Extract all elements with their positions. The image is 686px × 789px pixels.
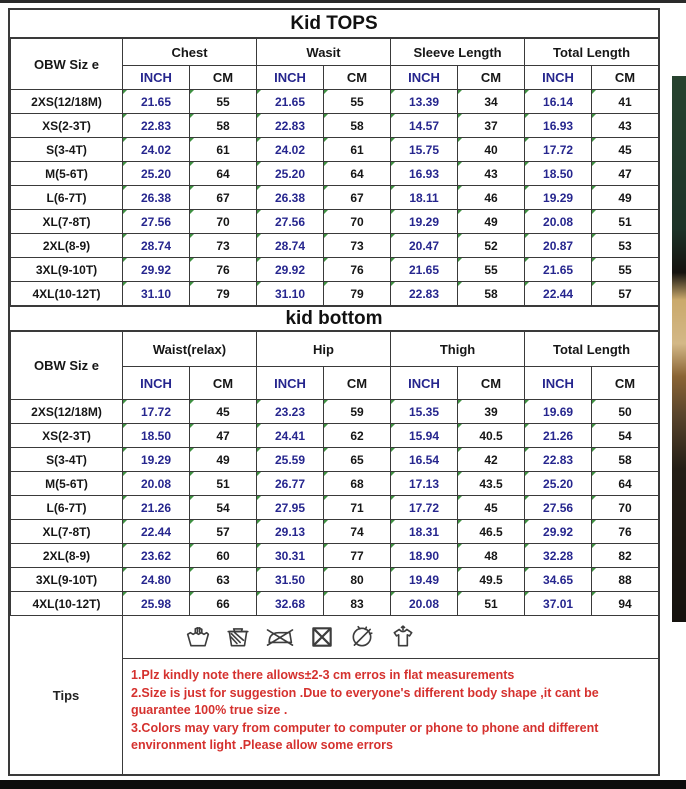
inch-value-cell: 15.94 [391, 424, 458, 448]
cm-value-cell: 65 [324, 448, 391, 472]
inch-value-cell: 29.13 [257, 520, 324, 544]
do-not-iron-icon [265, 624, 295, 650]
inch-value-cell: 22.83 [391, 282, 458, 306]
inch-value-cell: 19.29 [525, 186, 592, 210]
cm-value-cell: 54 [190, 496, 257, 520]
inch-value-cell: 15.75 [391, 138, 458, 162]
cm-value-cell: 64 [324, 162, 391, 186]
cm-value-cell: 45 [458, 496, 525, 520]
table-row [11, 568, 659, 592]
unit-header-inch: INCH [525, 367, 592, 400]
unit-header-inch: INCH [123, 66, 190, 90]
inch-value-cell: 37.01 [525, 592, 592, 616]
inch-value-cell: 21.26 [525, 424, 592, 448]
inch-value-cell: 16.93 [391, 162, 458, 186]
table-row [11, 520, 659, 544]
inch-value-cell: 14.57 [391, 114, 458, 138]
group-header-chest: Chest [123, 39, 257, 66]
cm-value-cell: 70 [592, 496, 659, 520]
cm-value-cell: 77 [324, 544, 391, 568]
size-label-cell: 2XL(8-9) [11, 544, 123, 568]
inch-value-cell: 19.29 [123, 448, 190, 472]
cm-value-cell: 49 [190, 448, 257, 472]
table-row [11, 448, 659, 472]
inch-value-cell: 26.38 [123, 186, 190, 210]
size-label-cell: XL(7-8T) [11, 210, 123, 234]
size-label-cell: XS(2-3T) [11, 114, 123, 138]
wash-bin-icon [225, 624, 251, 650]
size-label-cell: S(3-4T) [11, 138, 123, 162]
inch-value-cell: 22.44 [123, 520, 190, 544]
inch-value-cell: 25.20 [257, 162, 324, 186]
inch-value-cell: 25.98 [123, 592, 190, 616]
table-row [11, 400, 659, 424]
unit-header-inch: INCH [257, 367, 324, 400]
group-header-hip: Hip [257, 332, 391, 367]
inch-value-cell: 16.54 [391, 448, 458, 472]
cm-value-cell: 70 [324, 210, 391, 234]
cm-value-cell: 45 [592, 138, 659, 162]
product-photo-edge [672, 76, 686, 622]
tops-title: Kid TOPS [10, 10, 658, 38]
group-header-total-length: Total Length [525, 332, 659, 367]
group-header-sleeve-length: Sleeve Length [391, 39, 525, 66]
cm-value-cell: 74 [324, 520, 391, 544]
cm-value-cell: 88 [592, 568, 659, 592]
cm-value-cell: 57 [190, 520, 257, 544]
table-row [11, 210, 659, 234]
inch-value-cell: 27.56 [123, 210, 190, 234]
group-header-waist: Wasit [257, 39, 391, 66]
size-label-cell: 3XL(9-10T) [11, 568, 123, 592]
inch-value-cell: 17.72 [525, 138, 592, 162]
care-icons-row [123, 616, 658, 659]
cm-value-cell: 48 [458, 544, 525, 568]
tips-text [123, 659, 658, 761]
cm-value-cell: 37 [458, 114, 525, 138]
inch-value-cell: 13.39 [391, 90, 458, 114]
cm-value-cell: 51 [592, 210, 659, 234]
table-row [11, 90, 659, 114]
tip-line: 2.Size is just for suggestion .Due to everyone's different body shape ,it cant be guarantee 100% true size . [131, 685, 599, 717]
inch-value-cell: 27.95 [257, 496, 324, 520]
unit-header-cm: CM [592, 66, 659, 90]
size-label-cell: 4XL(10-12T) [11, 592, 123, 616]
cm-value-cell: 73 [324, 234, 391, 258]
inch-value-cell: 18.11 [391, 186, 458, 210]
size-label-cell: XL(7-8T) [11, 520, 123, 544]
cm-value-cell: 40 [458, 138, 525, 162]
cm-value-cell: 60 [190, 544, 257, 568]
inch-value-cell: 23.62 [123, 544, 190, 568]
unit-header-cm: CM [458, 367, 525, 400]
inch-value-cell: 24.02 [257, 138, 324, 162]
inch-value-cell: 21.65 [123, 90, 190, 114]
table-row [11, 114, 659, 138]
unit-header-inch: INCH [123, 367, 190, 400]
cm-value-cell: 34 [458, 90, 525, 114]
inch-value-cell: 17.13 [391, 472, 458, 496]
inch-value-cell: 31.10 [123, 282, 190, 306]
inch-value-cell: 31.10 [257, 282, 324, 306]
size-label-cell: 2XS(12/18M) [11, 90, 123, 114]
cm-value-cell: 43.5 [458, 472, 525, 496]
inch-value-cell: 25.59 [257, 448, 324, 472]
cm-value-cell: 39 [458, 400, 525, 424]
inch-value-cell: 25.20 [123, 162, 190, 186]
cm-value-cell: 49 [592, 186, 659, 210]
cm-value-cell: 82 [592, 544, 659, 568]
unit-header-inch: INCH [525, 66, 592, 90]
top-border-strip [0, 0, 686, 3]
inch-value-cell: 34.65 [525, 568, 592, 592]
size-chart [8, 8, 660, 776]
cm-value-cell: 83 [324, 592, 391, 616]
inch-value-cell: 16.93 [525, 114, 592, 138]
inch-value-cell: 21.65 [257, 90, 324, 114]
inch-value-cell: 24.80 [123, 568, 190, 592]
inch-value-cell: 29.92 [525, 520, 592, 544]
cm-value-cell: 64 [190, 162, 257, 186]
cm-value-cell: 66 [190, 592, 257, 616]
cm-value-cell: 53 [592, 234, 659, 258]
cm-value-cell: 76 [592, 520, 659, 544]
cm-value-cell: 43 [592, 114, 659, 138]
tips-section [10, 616, 658, 774]
cm-value-cell: 55 [190, 90, 257, 114]
cm-value-cell: 61 [324, 138, 391, 162]
cm-value-cell: 47 [190, 424, 257, 448]
cm-value-cell: 54 [592, 424, 659, 448]
inch-value-cell: 26.77 [257, 472, 324, 496]
cm-value-cell: 67 [324, 186, 391, 210]
cm-value-cell: 62 [324, 424, 391, 448]
unit-header-cm: CM [592, 367, 659, 400]
cm-value-cell: 55 [592, 258, 659, 282]
cm-value-cell: 55 [458, 258, 525, 282]
cm-value-cell: 58 [458, 282, 525, 306]
cm-value-cell: 64 [592, 472, 659, 496]
cm-value-cell: 55 [324, 90, 391, 114]
unit-header-inch: INCH [257, 66, 324, 90]
cm-value-cell: 50 [592, 400, 659, 424]
cm-value-cell: 47 [592, 162, 659, 186]
inch-value-cell: 21.65 [525, 258, 592, 282]
cm-value-cell: 57 [592, 282, 659, 306]
cm-value-cell: 63 [190, 568, 257, 592]
inch-value-cell: 32.28 [525, 544, 592, 568]
inch-value-cell: 26.38 [257, 186, 324, 210]
inch-value-cell: 18.31 [391, 520, 458, 544]
cm-value-cell: 68 [324, 472, 391, 496]
inch-value-cell: 18.50 [525, 162, 592, 186]
inch-value-cell: 20.08 [391, 592, 458, 616]
cm-value-cell: 67 [190, 186, 257, 210]
size-label-cell: 2XL(8-9) [11, 234, 123, 258]
inch-value-cell: 18.90 [391, 544, 458, 568]
group-header-waist-relax: Waist(relax) [123, 332, 257, 367]
cm-value-cell: 45 [190, 400, 257, 424]
cm-value-cell: 41 [592, 90, 659, 114]
tip-line: 1.Plz kindly note there allows±2-3 cm erros in flat measurements [131, 668, 515, 682]
table-row [11, 138, 659, 162]
cm-value-cell: 80 [324, 568, 391, 592]
cm-value-cell: 52 [458, 234, 525, 258]
t-shirt-icon [389, 624, 417, 650]
cm-value-cell: 46 [458, 186, 525, 210]
unit-header-cm: CM [190, 367, 257, 400]
cm-value-cell: 58 [324, 114, 391, 138]
cm-value-cell: 51 [190, 472, 257, 496]
inch-value-cell: 22.44 [525, 282, 592, 306]
unit-header-cm: CM [190, 66, 257, 90]
cm-value-cell: 73 [190, 234, 257, 258]
inch-value-cell: 16.14 [525, 90, 592, 114]
size-label-cell: XS(2-3T) [11, 424, 123, 448]
cm-value-cell: 79 [324, 282, 391, 306]
cm-value-cell: 59 [324, 400, 391, 424]
size-label-cell: M(5-6T) [11, 162, 123, 186]
inch-value-cell: 29.92 [123, 258, 190, 282]
size-column-header: OBW Siz e [11, 332, 123, 400]
cm-value-cell: 46.5 [458, 520, 525, 544]
cm-value-cell: 43 [458, 162, 525, 186]
size-label-cell: S(3-4T) [11, 448, 123, 472]
unit-header-inch: INCH [391, 66, 458, 90]
cm-value-cell: 71 [324, 496, 391, 520]
inch-value-cell: 18.50 [123, 424, 190, 448]
table-row [11, 162, 659, 186]
inch-value-cell: 28.74 [123, 234, 190, 258]
inch-value-cell: 21.65 [391, 258, 458, 282]
inch-value-cell: 24.41 [257, 424, 324, 448]
inch-value-cell: 23.23 [257, 400, 324, 424]
inch-value-cell: 20.08 [525, 210, 592, 234]
unit-header-cm: CM [324, 367, 391, 400]
inch-value-cell: 19.29 [391, 210, 458, 234]
inch-value-cell: 32.68 [257, 592, 324, 616]
cm-value-cell: 49 [458, 210, 525, 234]
do-not-tumble-dry-icon [309, 624, 335, 650]
inch-value-cell: 28.74 [257, 234, 324, 258]
inch-value-cell: 17.72 [123, 400, 190, 424]
do-not-dry-clean-icon [349, 624, 375, 650]
size-label-cell: 3XL(9-10T) [11, 258, 123, 282]
unit-header-cm: CM [324, 66, 391, 90]
cm-value-cell: 94 [592, 592, 659, 616]
group-header-thigh: Thigh [391, 332, 525, 367]
inch-value-cell: 27.56 [257, 210, 324, 234]
inch-value-cell: 21.26 [123, 496, 190, 520]
inch-value-cell: 20.08 [123, 472, 190, 496]
table-row [11, 424, 659, 448]
hand-wash-icon [185, 624, 211, 650]
inch-value-cell: 19.69 [525, 400, 592, 424]
size-label-cell: L(6-7T) [11, 186, 123, 210]
size-label-cell: 2XS(12/18M) [11, 400, 123, 424]
inch-value-cell: 15.35 [391, 400, 458, 424]
unit-header-inch: INCH [391, 367, 458, 400]
inch-value-cell: 30.31 [257, 544, 324, 568]
table-row [11, 592, 659, 616]
bottom-title: kid bottom [10, 306, 658, 331]
cm-value-cell: 49.5 [458, 568, 525, 592]
inch-value-cell: 20.47 [391, 234, 458, 258]
unit-header-cm: CM [458, 66, 525, 90]
inch-value-cell: 22.83 [123, 114, 190, 138]
tips-label: Tips [10, 616, 123, 774]
inch-value-cell: 29.92 [257, 258, 324, 282]
table-row [11, 282, 659, 306]
inch-value-cell: 19.49 [391, 568, 458, 592]
size-column-header: OBW Siz e [11, 39, 123, 90]
table-row [11, 472, 659, 496]
group-header-total-length: Total Length [525, 39, 659, 66]
cm-value-cell: 61 [190, 138, 257, 162]
tips-content [123, 616, 658, 774]
table-row [11, 496, 659, 520]
inch-value-cell: 25.20 [525, 472, 592, 496]
inch-value-cell: 31.50 [257, 568, 324, 592]
inch-value-cell: 24.02 [123, 138, 190, 162]
tip-line: 3.Colors may vary from computer to computer or phone to phone and different environment light .Please allow some errors [131, 720, 599, 752]
table-row [11, 544, 659, 568]
cm-value-cell: 70 [190, 210, 257, 234]
cm-value-cell: 51 [458, 592, 525, 616]
table-row [11, 186, 659, 210]
cm-value-cell: 79 [190, 282, 257, 306]
table-row [11, 234, 659, 258]
table-row [11, 258, 659, 282]
cm-value-cell: 58 [592, 448, 659, 472]
cm-value-cell: 76 [190, 258, 257, 282]
cm-value-cell: 58 [190, 114, 257, 138]
inch-value-cell: 17.72 [391, 496, 458, 520]
inch-value-cell: 27.56 [525, 496, 592, 520]
bottom-table [10, 331, 659, 616]
bottom-border-bar [0, 780, 686, 789]
cm-value-cell: 76 [324, 258, 391, 282]
size-label-cell: L(6-7T) [11, 496, 123, 520]
size-label-cell: 4XL(10-12T) [11, 282, 123, 306]
cm-value-cell: 42 [458, 448, 525, 472]
inch-value-cell: 22.83 [525, 448, 592, 472]
size-label-cell: M(5-6T) [11, 472, 123, 496]
inch-value-cell: 20.87 [525, 234, 592, 258]
inch-value-cell: 22.83 [257, 114, 324, 138]
tops-table [10, 38, 659, 306]
cm-value-cell: 40.5 [458, 424, 525, 448]
